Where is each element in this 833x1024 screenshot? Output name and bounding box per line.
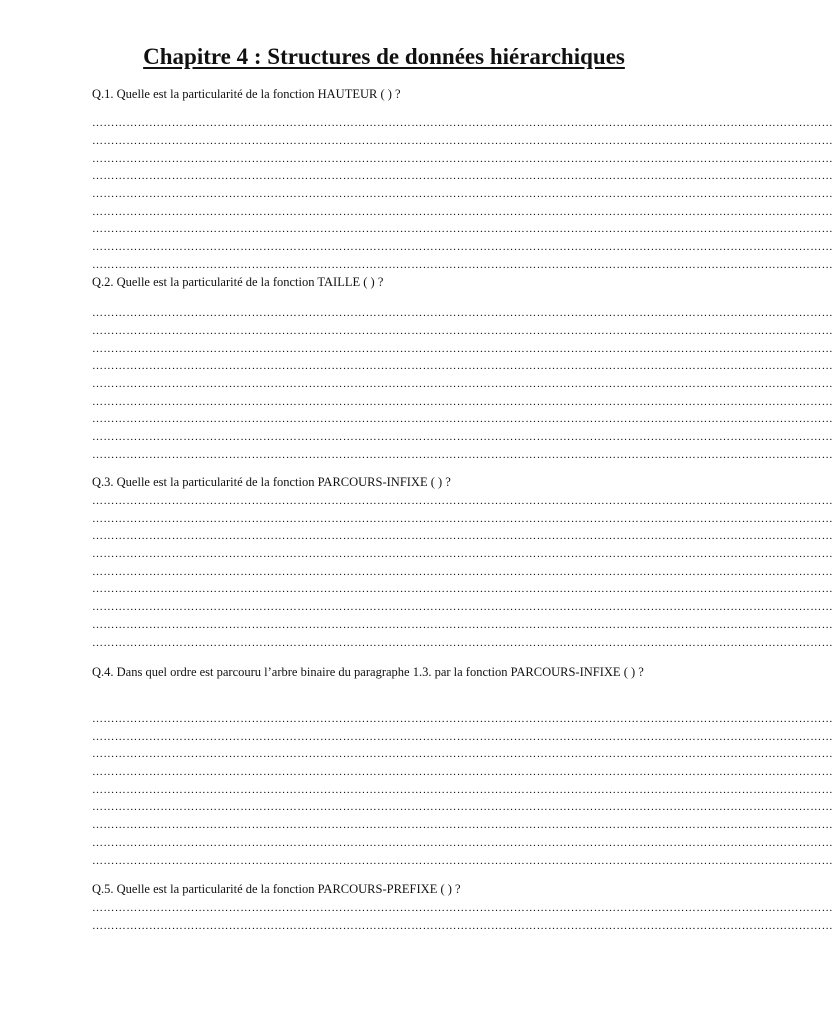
answer-dotted-line: …………………………………………………………………………………………………………………………………………………………………………… — [92, 378, 833, 390]
answer-dotted-line: …………………………………………………………………………………………………………………………………………………………………………… — [92, 135, 833, 147]
answer-dotted-line: …………………………………………………………………………………………………………………………………………………………………………… — [92, 801, 833, 813]
answer-dotted-line: …………………………………………………………………………………………………………………………………………………………………………… — [92, 619, 833, 631]
answer-dotted-line: …………………………………………………………………………………………………………………………………………………………………………… — [92, 713, 833, 725]
answer-dotted-line: …………………………………………………………………………………………………………………………………………………………………………… — [92, 495, 833, 507]
answer-dotted-line: …………………………………………………………………………………………………………………………………………………………………………… — [92, 902, 833, 914]
answer-dotted-line: …………………………………………………………………………………………………………………………………………………………………………… — [92, 188, 833, 200]
answer-dotted-line: …………………………………………………………………………………………………………………………………………………………………………… — [92, 170, 833, 182]
answer-dotted-line: …………………………………………………………………………………………………………………………………………………………………………… — [92, 784, 833, 796]
answer-dotted-line: …………………………………………………………………………………………………………………………………………………………………………… — [92, 153, 833, 165]
answer-dotted-line: …………………………………………………………………………………………………………………………………………………………………………… — [92, 396, 833, 408]
answer-dotted-line: …………………………………………………………………………………………………………………………………………………………………………… — [92, 513, 833, 525]
answer-dotted-line: …………………………………………………………………………………………………………………………………………………………………………… — [92, 241, 833, 253]
answer-dotted-line: …………………………………………………………………………………………………………………………………………………………………………… — [92, 431, 833, 443]
question-1: Q.1. Quelle est la particularité de la fonction HAUTEUR ( ) ? — [92, 87, 401, 101]
answer-dotted-line: …………………………………………………………………………………………………………………………………………………………………………… — [92, 223, 833, 235]
answer-dotted-line: …………………………………………………………………………………………………………………………………………………………………………… — [92, 530, 833, 542]
answer-dotted-line: …………………………………………………………………………………………………………………………………………………………………………… — [92, 837, 833, 849]
answer-dotted-line: …………………………………………………………………………………………………………………………………………………………………………… — [92, 343, 833, 355]
answer-dotted-line: …………………………………………………………………………………………………………………………………………………………………………… — [92, 206, 833, 218]
question-2: Q.2. Quelle est la particularité de la fonction TAILLE ( ) ? — [92, 275, 384, 289]
answer-dotted-line: …………………………………………………………………………………………………………………………………………………………………………… — [92, 583, 833, 595]
question-5: Q.5. Quelle est la particularité de la fonction PARCOURS-PREFIXE ( ) ? — [92, 882, 461, 896]
question-4: Q.4. Dans quel ordre est parcouru l’arbre binaire du paragraphe 1.3. par la fonction PARCOURS-INFIXE ( ) ? — [92, 665, 644, 679]
answer-dotted-line: …………………………………………………………………………………………………………………………………………………………………………… — [92, 731, 833, 743]
answer-dotted-line: …………………………………………………………………………………………………………………………………………………………………………… — [92, 360, 833, 372]
answer-dotted-line: …………………………………………………………………………………………………………………………………………………………………………… — [92, 855, 833, 867]
answer-dotted-line: …………………………………………………………………………………………………………………………………………………………………………… — [92, 307, 833, 319]
answer-dotted-line: …………………………………………………………………………………………………………………………………………………………………………… — [92, 637, 833, 649]
answer-dotted-line: …………………………………………………………………………………………………………………………………………………………………………… — [92, 325, 833, 337]
answer-dotted-line: …………………………………………………………………………………………………………………………………………………………………………… — [92, 413, 833, 425]
answer-dotted-line: …………………………………………………………………………………………………………………………………………………………………………… — [92, 566, 833, 578]
answer-dotted-line: …………………………………………………………………………………………………………………………………………………………………………… — [92, 117, 833, 129]
answer-dotted-line: …………………………………………………………………………………………………………………………………………………………………………… — [92, 601, 833, 613]
answer-dotted-line: …………………………………………………………………………………………………………………………………………………………………………… — [92, 748, 833, 760]
answer-dotted-line: …………………………………………………………………………………………………………………………………………………………………………… — [92, 449, 833, 461]
answer-dotted-line: …………………………………………………………………………………………………………………………………………………………………………… — [92, 548, 833, 560]
question-3: Q.3. Quelle est la particularité de la fonction PARCOURS-INFIXE ( ) ? — [92, 475, 451, 489]
answer-dotted-line: …………………………………………………………………………………………………………………………………………………………………………… — [92, 819, 833, 831]
answer-dotted-line: …………………………………………………………………………………………………………………………………………………………………………… — [92, 766, 833, 778]
page-title: Chapitre 4 : Structures de données hiérarchiques — [143, 44, 625, 69]
answer-dotted-line: …………………………………………………………………………………………………………………………………………………………………………… — [92, 259, 833, 271]
answer-dotted-line: …………………………………………………………………………………………………………………………………………………………………………… — [92, 920, 833, 932]
